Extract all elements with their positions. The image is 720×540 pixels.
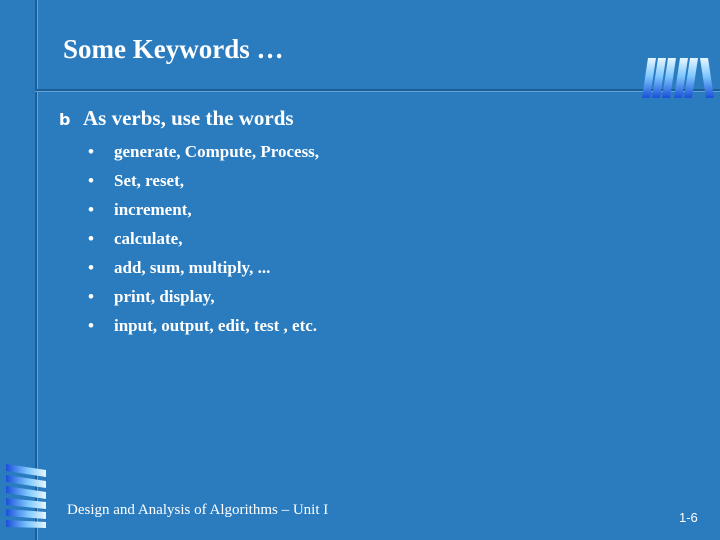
list-item-text: input, output, edit, test , etc. xyxy=(114,316,318,335)
list-item-text: Set, reset, xyxy=(114,171,185,190)
list-item xyxy=(88,169,319,198)
horizontal-rule xyxy=(35,89,720,91)
sub-bullet-dot: • xyxy=(88,258,94,277)
list-item xyxy=(88,227,319,256)
list-item-text: increment, xyxy=(114,200,192,219)
list-item-text: add, sum, multiply, ... xyxy=(114,258,271,277)
sub-bullet-dot: • xyxy=(88,229,94,248)
striped-logo-icon xyxy=(2,462,52,530)
list-item-text: generate, Compute, Process, xyxy=(114,142,320,161)
list-item xyxy=(88,314,319,343)
striped-logo-icon xyxy=(640,52,716,102)
sub-bullet-list xyxy=(88,140,319,343)
page-number: 1-6 xyxy=(679,510,698,525)
bullet-glyph: b xyxy=(59,110,71,129)
sub-bullet-dot: • xyxy=(88,171,94,190)
list-item-text: print, display, xyxy=(114,287,215,306)
slide-footer: Design and Analysis of Algorithms – Unit I xyxy=(67,502,329,518)
vertical-rule xyxy=(35,0,37,540)
main-bullet xyxy=(59,106,294,131)
slide-title: Some Keywords … xyxy=(63,34,284,64)
sub-bullet-dot: • xyxy=(88,200,94,219)
sub-bullet-dot: • xyxy=(88,316,94,335)
sub-bullet-dot: • xyxy=(88,142,94,161)
list-item xyxy=(88,285,319,314)
list-item xyxy=(88,198,319,227)
main-bullet-text: As verbs, use the words xyxy=(83,106,294,130)
list-item xyxy=(88,140,319,169)
sub-bullet-dot: • xyxy=(88,287,94,306)
list-item-text: calculate, xyxy=(114,229,183,248)
list-item xyxy=(88,256,319,285)
